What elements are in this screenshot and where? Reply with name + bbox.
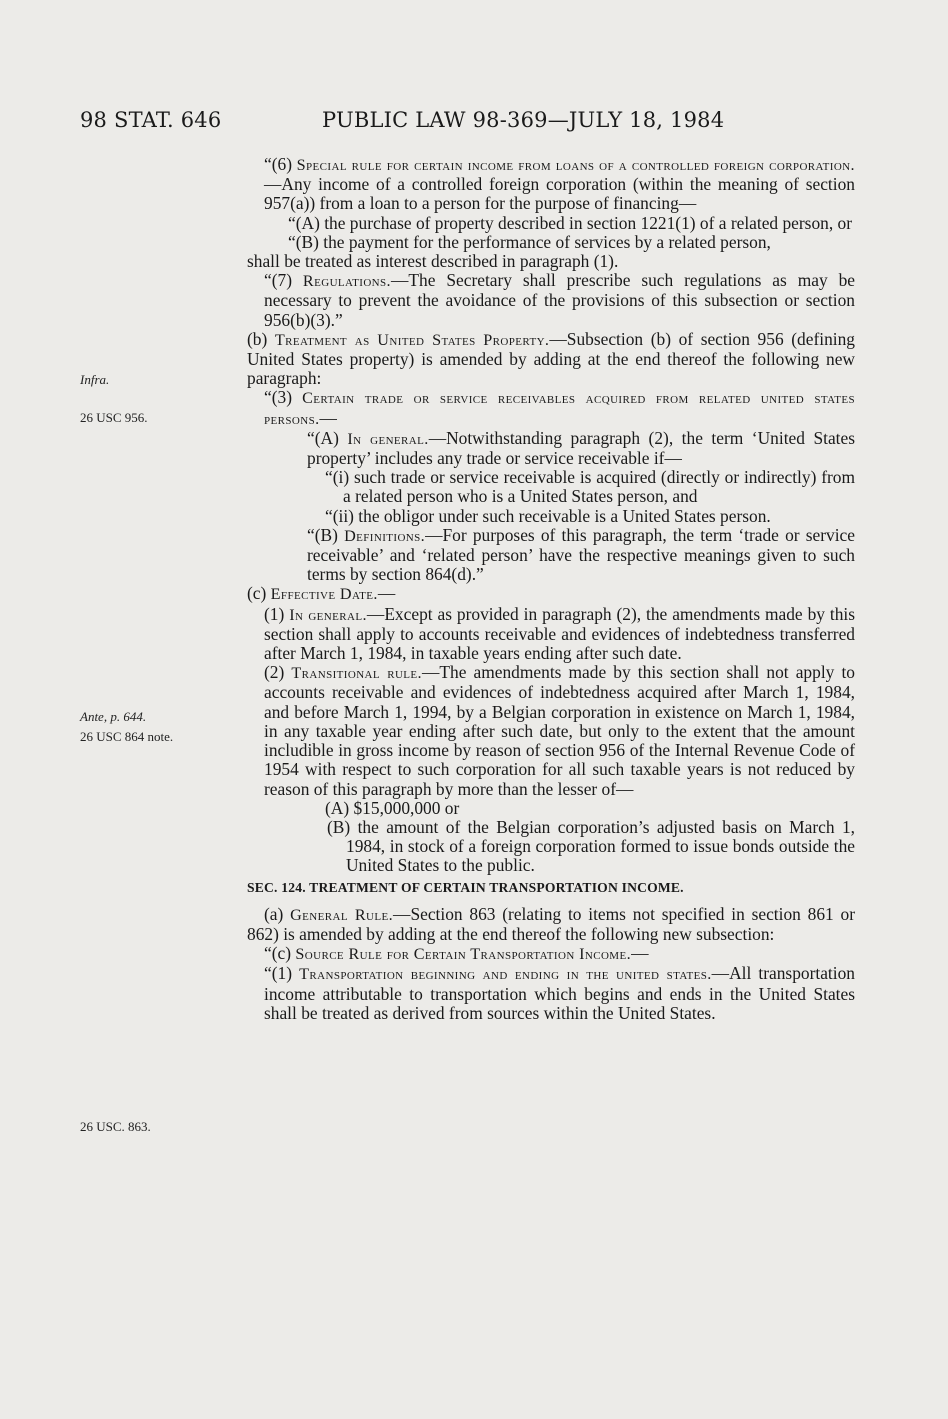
subparagraph-6a: “(A) the purchase of property described in section 1221(1) of a related person, or	[288, 212, 853, 233]
statute-body	[247, 155, 855, 1023]
para-text: —Any income of a controlled foreign corporation (within the meaning of section 957(a)) from a loan to a person for the purpose of financing—	[264, 174, 855, 214]
para-heading: In general.	[347, 430, 429, 448]
para-text: —The amendments made by this section shall not apply to accounts receivable and evidences of indebtedness acquired after March 1, 1984, and before March 1, 1994, by a Belgian corporation in existence on March 1, 1984, in any taxable year ending after such date, but only to the extent that the amount includible in gross income by reason of section 956 of the Internal Revenue Code of 1954 with respect to such corporation for all such taxable years is not reduced by reason of this paragraph by more than the lesser of—	[264, 662, 855, 799]
para-heading: Transitional rule.	[291, 665, 422, 683]
para-text: —Notwithstanding paragraph (2), the term ‘United States property’ includes any trade or service receivable if—	[307, 427, 855, 469]
public-law-title: PUBLIC LAW 98-369—JULY 18, 1984	[322, 108, 725, 132]
page-header	[80, 108, 860, 138]
clause-b3a-i: “(i) such trade or service receivable is acquired (directly or indirectly) from a related person who is a United States person, and	[325, 467, 855, 507]
margin-note-infra: Infra.	[80, 372, 110, 387]
paragraph-7	[247, 271, 855, 330]
new-subsection-c	[247, 944, 855, 964]
para-text: —All transportation income attributable to transportation which begins and ends in the United States shall be treated as derived from sources within the United States.	[264, 963, 855, 1023]
para-number: “(7)	[264, 270, 303, 291]
para-number: “(A)	[307, 427, 348, 448]
para-number: (c)	[247, 583, 271, 604]
para-text: —Except as provided in paragraph (2), the amendments made by this section shall apply to accounts receivable and evidences of indebtedness transferred after March 1, 1984, in taxable years ending after such date.	[264, 603, 855, 664]
paragraph-b3	[247, 388, 855, 428]
subparagraph-c2a: (A) $15,000,000 or	[325, 797, 460, 818]
para-text: —The Secretary shall prescribe such regulations as may be necessary to prevent the avoidance of the provisions of this subsection or section 956(b)(3).”	[264, 270, 855, 330]
paragraph-c1	[247, 605, 855, 664]
statute-page-number: 98 STAT. 646	[80, 108, 222, 132]
para-heading: In general.	[289, 606, 367, 624]
margin-note-26-usc-956: 26 USC 956.	[80, 410, 148, 425]
para-number: (a)	[264, 903, 291, 924]
para-number: “(c)	[264, 943, 296, 964]
subsection-c	[247, 584, 855, 604]
section-124-subsection-a	[247, 905, 855, 944]
subparagraph-b3b	[247, 526, 855, 585]
subparagraph-6b: “(B) the payment for the performance of services by a related person,	[288, 231, 771, 252]
para-number: (1)	[264, 603, 290, 624]
para-number: “(B)	[307, 524, 345, 545]
para-heading: Definitions.	[344, 527, 426, 545]
para-text: —Subsection (b) of section 956 (defining United States property) is amended by adding at the end thereof the following new paragraph:	[247, 328, 855, 389]
para-text: —	[319, 407, 337, 428]
para-heading: Effective Date.	[270, 586, 378, 604]
para-text: —For purposes of this paragraph, the term ‘trade or service receivable’ and ‘related person’ have the respective meanings given to such terms by section 864(d).”	[307, 524, 855, 585]
para-number: (b)	[247, 328, 275, 349]
para-heading: Special rule for certain income from loans of a controlled foreign corporation.	[296, 157, 855, 174]
para-number: “(6)	[264, 154, 297, 174]
para-heading: Transportation beginning and ending in the united states.	[299, 966, 712, 984]
new-paragraph-c1	[247, 964, 855, 1023]
clause-b3a-ii: “(ii) the obligor under such receivable is a United States person.	[325, 505, 771, 526]
para-number: (2)	[264, 662, 292, 683]
paragraph-6	[247, 155, 855, 214]
paragraph-c2	[247, 663, 855, 798]
para-heading: Treatment as United States Property.	[274, 331, 550, 349]
para-number: “(1)	[264, 963, 300, 984]
subsection-b	[247, 330, 855, 389]
subparagraph-c2b: (B) the amount of the Belgian corporation’s adjusted basis on March 1, 1984, in stock of a foreign corporation formed to issue bonds outside the United States to the public.	[327, 816, 855, 876]
paragraph-6-tail: shall be treated as interest described in paragraph (1).	[247, 251, 619, 272]
para-text: —Section 863 (relating to items not specified in section 861 or 862) is amended by adding at the end thereof the following new subsection:	[247, 903, 855, 944]
para-heading: Regulations.	[302, 273, 391, 291]
margin-note-26-usc-863: 26 USC. 863.	[80, 1119, 151, 1134]
section-124-heading: SEC. 124. TREATMENT OF CERTAIN TRANSPORTATION INCOME.	[247, 879, 684, 895]
para-heading: Certain trade or service receivables acquired from related united states persons.	[264, 390, 855, 428]
para-number: “(3)	[264, 387, 303, 408]
para-text: —	[377, 583, 396, 604]
margin-note-ante: Ante, p. 644.	[80, 709, 147, 724]
para-text: —	[631, 943, 649, 964]
subparagraph-b3a	[247, 429, 855, 468]
margin-note-26-usc-864-note: 26 USC 864 note.	[80, 729, 174, 744]
para-heading: Source Rule for Certain Transportation Income.	[295, 946, 632, 964]
para-heading: General Rule.	[290, 906, 394, 924]
